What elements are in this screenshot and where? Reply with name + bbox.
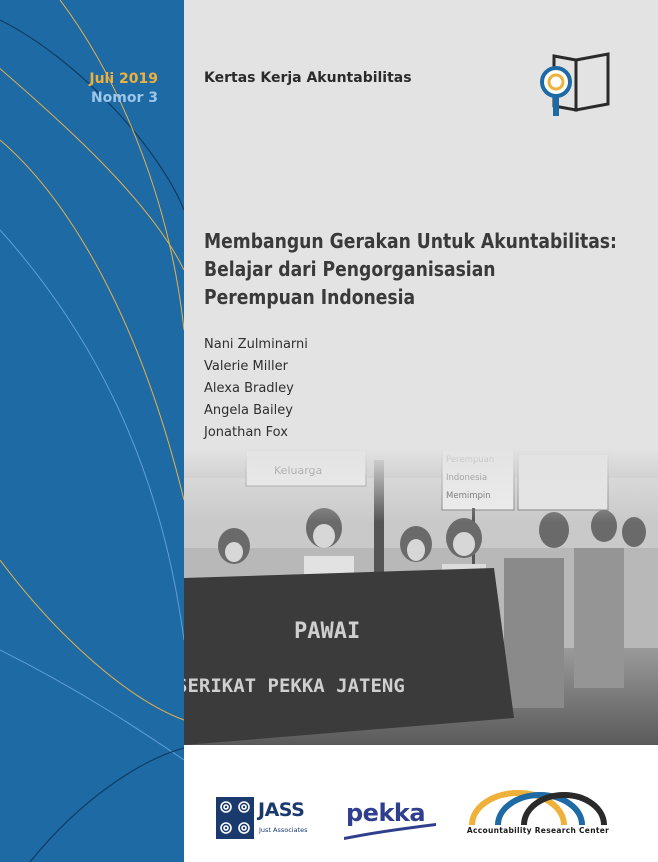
author-name: Angela Bailey — [204, 403, 293, 418]
title-line: Perempuan Indonesia — [204, 285, 416, 309]
author-name: Valerie Miller — [204, 359, 288, 374]
jass-logo — [216, 797, 311, 841]
publication-date: Juli 2019 — [89, 71, 158, 87]
author-list — [204, 334, 308, 444]
document-title — [204, 227, 617, 311]
pekka-swoosh-icon — [344, 793, 439, 843]
author-name: Jonathan Fox — [204, 425, 288, 440]
title-line: Membangun Gerakan Untuk Akuntabilitas: — [204, 229, 617, 253]
decorative-arcs — [0, 0, 184, 862]
issue-number: Nomor 3 — [90, 90, 158, 106]
book-magnifier-icon — [536, 48, 616, 122]
left-color-panel — [0, 0, 184, 862]
jass-tagline: Just Associates — [259, 826, 308, 834]
series-label: Kertas Kerja Akuntabilitas — [204, 70, 412, 86]
title-line: Belajar dari Pengorganisasian — [204, 257, 496, 281]
pekka-wordmark: pekka — [346, 799, 426, 827]
partner-logos — [184, 745, 658, 862]
jass-spiral-icon — [216, 797, 254, 839]
author-name: Alexa Bradley — [204, 381, 294, 396]
arc-logo — [458, 785, 618, 845]
arc-wordmark: Accountability Research Center — [466, 826, 610, 835]
jass-wordmark: JASS — [258, 799, 305, 821]
author-name: Nani Zulminarni — [204, 337, 308, 352]
pekka-logo — [344, 793, 439, 843]
cover-photo-march — [184, 448, 658, 745]
cover-main-panel — [184, 0, 658, 745]
arc-rainbow-icon — [458, 785, 618, 825]
